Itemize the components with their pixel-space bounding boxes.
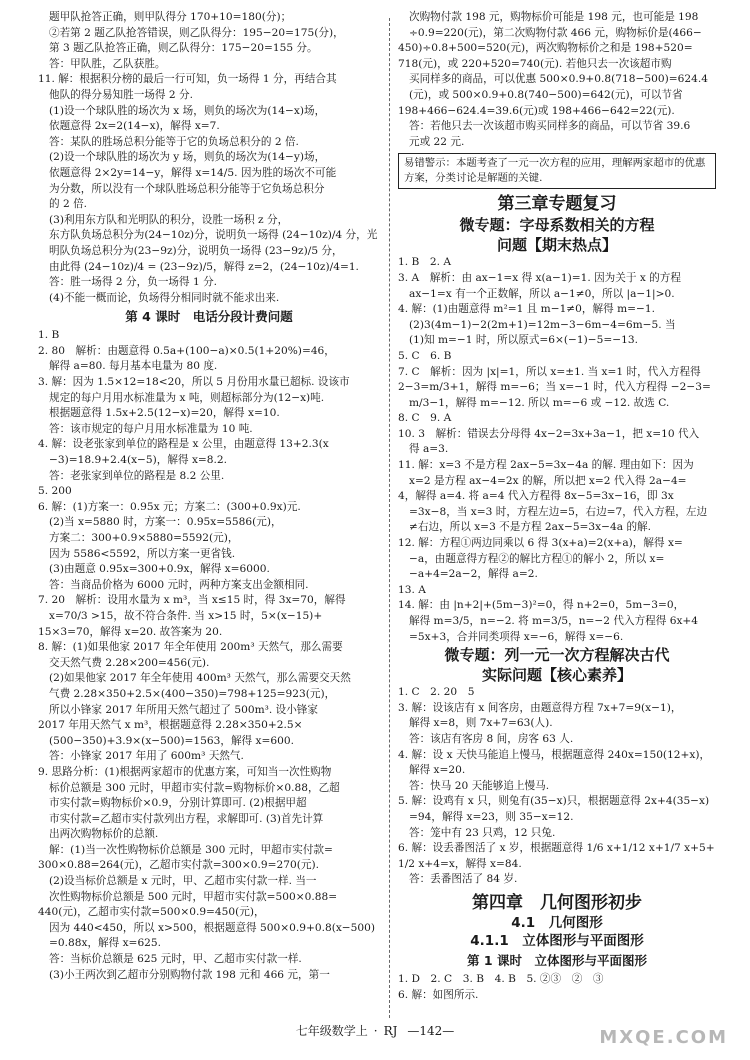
answer-line: 450)÷0.8+500=520(元)，两次购物标价之和是 198+520= [398,42,693,55]
chapter-3-review-title: 第三章专题复习 [497,194,617,215]
answer-line: 得 a=3. [409,443,449,456]
answer-line: 因为 440<450，所以 x>500，根据题意得 500×0.9+0.8(x−500) [49,921,376,934]
answer-line: 第 3 题乙队抢答正确，则乙队得分：175−20=155 分。 [49,42,318,55]
answer-line: (4)不能一概而论，负场得分相同时就不能求出来. [49,291,280,304]
answer-line: 300×0.88=264(元)，乙超市实付款=300×0.9=270(元). [38,859,319,872]
answer-line: 市实付款=乙超市实付款列出方程，求解即可. (3)首先计算 [49,812,324,825]
final-answers [398,972,716,1003]
answer-line: 答：若他只去一次该超市购买同样多的商品，可以节省 39.6 [409,120,691,133]
answer-line: (2)设当标价总额是 x 元时，甲、乙超市实付款一样. 当一 [49,875,317,888]
answer-line: 1. D 2. C 3. B 4. B 5. ②③ ② ③ [398,972,604,985]
answer-line: 答：快马 20 天能够追上慢马. [409,779,550,792]
answer-line: 7. 20 解析：设用水量为 x m³，当 x≤15 时，得 3x=70，解得 [38,594,346,607]
answer-line: 为分数，所以没有一个球队胜场总积分能等于它负场总积分 [49,182,325,195]
answer-line: 所以小锋家 2017 年所用天然气超过了 500m³. 设小锋家 [49,703,318,716]
answer-line: 7. C 解析：因为 |x|=1，所以 x=±1. 当 x=1 时，代入方程得 [398,365,701,378]
answer-line: 15×3=70，解得 x=20. 故答案为 20. [38,625,223,638]
answer-line: 4，解得 a=4. 将 a=4 代入方程得 8x−5=3x−16，即 3x [398,490,674,503]
answer-line: 5. C 6. B [398,349,452,362]
answer-line: 答：当商品价格为 6000 元时，两种方案支出金额相同. [49,578,309,591]
answer-line: ax−1=x 有一个正数解，所以 a−1≠0，所以 |a−1|>0. [409,287,675,300]
answer-line: 答：小锋家 2017 年用了 600m³ 天然气. [49,750,244,763]
answer-line: =0.88x，解得 x=625. [49,937,162,950]
answer-line: 6. 解：如图所示. [398,988,479,1001]
answer-line: 10. 3 解析：错误去分母得 4x−2=3x+3a−1，把 x=10 代入 [398,427,700,440]
column-divider [389,18,390,1018]
lesson-1-title: 第 1 课时 立体图形与平面图形 [467,952,647,968]
answer-line: −3)=18.9+2.4(x−5)，解得 x=8.2. [49,454,228,467]
answer-line: (3)由题意 0.95x=300+0.9x，解得 x=6000. [49,563,270,576]
topic-1-title-line2: 问题【期末热点】 [496,236,617,255]
topic-2-answers [398,685,716,888]
answer-line: 5. 200 [38,485,72,498]
answer-line: 11. 解：x=3 不是方程 2ax−5=3x−4a 的解. 理由如下：因为 [398,459,694,472]
answer-line: 依题意得 2x=2(14−x)，解得 x=7. [49,120,220,133]
answer-line: (500−350)+3.9×(x−500)=1563，解得 x=600. [49,734,294,747]
topic-2-title-line2: 实际问题【核心素养】 [481,666,632,685]
answer-line: 14. 解：由 |n+2|+(5m−3)²=0，得 n+2=0，5m−3=0， [398,599,685,612]
answer-line: 根据题意得 1.5x+2.5(12−x)=20，解得 x=10. [49,407,280,420]
answer-line: 198+466−624.4=39.6(元)或 198+466−642=22(元). [398,104,675,117]
answer-line: 12. 解：方程①两边同乘以 6 得 3(x+a)=2(x+a)，解得 x= [398,537,683,550]
answer-line: 答：老张家到单位的路程是 8.2 公里. [49,469,225,482]
answer-line: ②若第 2 题乙队抢答错误，则乙队得分：195−20=175(分)， [49,26,344,39]
right-answers-part1 [398,10,716,150]
footer-page-number: —142— [407,1024,455,1038]
answer-line: 8. 解：(1)如果他家 2017 年全年使用 200m³ 天然气，那么需要 [38,641,343,654]
answer-line: 答：胜一场得 2 分，负一场得 1 分. [49,276,218,289]
answer-line: 解得 x=8，则 7x+7=63(人). [409,717,553,730]
answer-line: =5x+3，合并同类项得 x=−6，解得 x=−6. [409,630,624,643]
answer-line: 6. 解：(1)方案一：0.95x 元；方案二：(300+0.9x)元. [38,500,301,513]
answer-line: 答：笼中有 23 只鸡，12 只兔. [409,826,556,839]
answer-line: 的 2 倍. [49,198,88,211]
answer-line: 明队负场总积分为(23−9z)分，说明负一场得 (23−9z)/5 分， [49,244,343,257]
answer-line: m/3−1，解得 m=−12. 所以 m=−6 或 −12. 故选 C. [409,396,670,409]
answer-line: (2)如果他家 2017 年全年使用 400m³ 天然气，那么需要交天然 [49,672,351,685]
answer-line: =3x−8，当 x=3 时，方程左边=5，右边=7，代入方程，左边 [409,505,708,518]
answer-line: 1. C 2. 20 5 [398,686,475,699]
answer-line: 次购物付款 198 元，购物标价可能是 198 元，也可能是 198 [409,11,699,23]
answer-line: 标价总额是 300 元时，甲超市实付款=购物标价×0.88，乙超 [49,781,340,794]
left-column [38,10,380,983]
answer-line: 因为 5586<5592，所以方案一更省钱. [49,547,236,560]
answer-line: 9. 思路分析：(1)根据两家超市的优惠方案，可知当一次性购物 [38,765,332,778]
warning-box: 易错警示：本题考查了一元一次方程的应用，理解两家超市的优惠方案，分类讨论是解题的关键. [398,153,716,189]
answer-line: 3. 解：设该店有 x 间客房，由题意得方程 7x+7=9(x−1)， [398,701,682,714]
answer-line: 出两次购物标价的总额. [49,828,159,841]
answer-line: (1)设一个球队胜的场次为 x 场，则负的场次为(14−x)场， [49,104,326,117]
answer-line: x=2 是方程 ax−4=2x 的解，所以把 x=2 代入得 2a−4= [409,474,687,487]
answer-line: (3)利用东方队和光明队的积分，设胜一场积 z 分， [49,213,289,226]
answer-line: 答：丢番图活了 84 岁. [409,873,518,886]
answer-line: −a，由题意得方程②的解比方程①的解小 2，所以 x= [409,552,665,565]
answer-line: 答：某队的胜场总积分能等于它的负场总积分的 2 倍. [49,135,299,148]
answer-line: 答：该市规定的每户月用水标准量为 10 吨. [49,422,253,435]
answer-line: =94，解得 x=23，则 35−x=12. [409,810,574,823]
answer-line: 3. 解：因为 1.5×12=18<20，所以 5 月份用水量已超标. 设该市 [38,376,350,389]
answer-line: 2017 年用天然气 x m³，根据题意得 2.28×350+2.5× [38,719,303,732]
footer-grade: 七年级数学上 [295,1024,368,1038]
answer-line: 2. 80 解析：由题意得 0.5a+(100−a)×0.5(1+20%)=46， [38,344,335,357]
answer-line: 解得 m=3/5，n=−2. 将 m=3/5，n=−2 代入方程得 6x+4 [409,615,699,627]
answer-line: 交天然气费 2.28×200=456(元). [49,656,210,669]
answer-line: 13. A [398,583,426,596]
answer-line: 市实付款=购物标价×0.9，分别计算即可. (2)根据甲超 [49,797,307,810]
footer-edition: RJ [383,1024,398,1038]
answer-line: 8. C 9. A [398,412,452,425]
answer-line: 解得 a=80. 每月基本电量为 80 度. [49,360,218,373]
footer-dot: · [373,1024,378,1038]
watermark-logo: MXQE.COM [599,1027,728,1048]
answer-line: 气费 2.28×350+2.5×(400−350)=798+125=923(元)， [49,687,336,700]
answer-line: 答：该店有客房 8 间，房客 63 人. [409,732,574,745]
answer-line: ≠右边，所以 x=3 不是方程 2ax−5=3x−4a 的解. [409,521,652,534]
answer-line: 解：(1)当一次性购物标价总额是 300 元时，甲超市实付款= [49,843,333,856]
chapter-4-title: 第四章 几何图形初步 [472,892,642,913]
answer-line: 买同样多的商品，可以优惠 500×0.9+0.8(718−500)=624.4 [409,73,708,86]
answer-line: (3)小王两次到乙超市分别购物付款 198 元和 466 元，第一 [49,968,330,981]
topic-2-title-line1: 微专题：列一元一次方程解决古代 [444,646,670,665]
answer-line: 4. 解：设老张家到单位的路程是 x 公里，由题意得 13+2.3(x [38,438,329,451]
answer-line: 1/2 x+4=x，解得 x=84. [398,857,522,870]
answer-line: 元或 22 元. [409,135,465,148]
answer-line: (元)，或 500×0.9+0.8(740−500)=642(元)，可以节省 [409,88,683,101]
answer-line: 规定的每户月用水标准量为 x 吨，则超标部分为(12−x)吨. [49,391,325,404]
answer-line: 6. 解：设丢番图活了 x 岁，根据题意得 1/6 x+1/12 x+1/7 x+5+ [398,842,715,855]
answer-line: 440(元)，乙超市实付款=500×0.9=450(元)， [38,906,265,919]
answer-line: (1)知 m=−1 时，所以原式=6×(−1)−5=−13. [409,334,639,347]
answer-line: 答：甲队胜，乙队获胜。 [49,57,166,70]
answer-line: (2)设一个球队胜的场次为 y 场，则负的场次为(14−y)场， [49,151,326,164]
topic-1-title-line1: 微专题：字母系数相关的方程 [459,216,655,235]
lesson-4-title: 第 4 课时 电话分段计费问题 [125,309,293,325]
answer-line: 718(元)，或 220+520=740(元). 若他只去一次该超市购 [398,57,672,70]
answer-line: −a+4=2a−2，解得 a=2. [409,568,538,581]
section-4-1-title: 4.1 几何图形 [511,914,603,931]
answer-line: 4. 解：设 x 天快马能追上慢马，根据题意得 240x=150(12+x)， [398,748,711,761]
answer-line: 1. B [38,329,60,342]
answer-line: 题甲队抢答正确，则甲队得分 170+10=180(分)； [49,11,292,23]
answer-line: 东方队负场总积分为(24−10z)分，说明负一场得 (24−10z)/4 分，光 [49,229,378,242]
left-answers-part1 [38,10,380,306]
answer-line: (2)3(4m−1)−2(2m+1)=12m−3−6m−4=6m−5. 当 [409,318,676,331]
answer-line: 答：当标价总额是 625 元时，甲、乙超市实付款一样. [49,953,302,966]
answer-line: 由此得 (24−10z)/4 = (23−9z)/5，解得 z=2，(24−10z)/4=1. [49,260,359,273]
answer-line: 1. B 2. A [398,256,451,269]
answer-line: 5. 解：设鸡有 x 只，则兔有(35−x)只，根据题意得 2x+4(35−x) [398,795,710,808]
answer-line: 2−3=m/3+1，解得 m=−6；当 x=−1 时，代入方程得 −2−3= [398,381,711,394]
answer-line: 解得 x=20. [409,764,466,777]
answer-line: x=70/3 >15，故不符合条件. 当 x>15 时，5×(x−15)+ [49,609,323,622]
left-answers-part2 [38,328,380,983]
answer-line: 他队的得分易知胜一场得 2 分. [49,88,193,101]
answer-line: 3. A 解析：由 ax−1=x 得 x(a−1)=1. 因为关于 x 的方程 [398,271,681,284]
answer-line: 依题意得 2×2y=14−y，解得 x=14/5. 因为胜的场次不可能 [49,166,337,179]
answer-line: 11. 解：根据积分榜的最后一行可知，负一场得 1 分，再结合其 [38,73,337,86]
answer-line: 4. 解：(1)由题意得 m²=1 且 m−1≠0，解得 m=−1. [398,303,655,316]
answer-line: 方案二：300+0.9×5880=5592(元)， [49,532,239,544]
section-4-1-1-title: 4.1.1 立体图形与平面图形 [470,932,644,949]
answer-line: (2)当 x=5880 时，方案一：0.95x=5586(元)， [49,516,282,529]
right-column [398,10,716,1003]
answer-line: 次性购物标价总额是 500 元时，甲超市实付款=500×0.88= [49,890,338,903]
answer-line: ÷0.9=220(元)，第二次购物付款 466 元，购物标价是(466− [409,26,702,39]
topic-1-answers [398,255,716,645]
